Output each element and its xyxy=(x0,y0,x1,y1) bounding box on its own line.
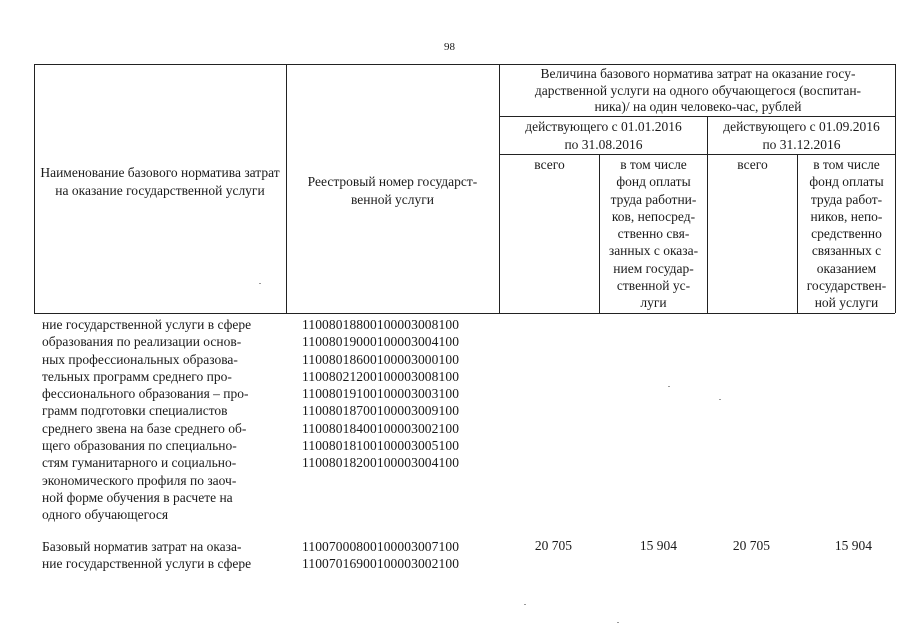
header-total-2: всего xyxy=(737,157,768,172)
row-1-service-name: ние государственной услуги в сфере образования по реализации основ- ных профессиональных образова- тельных программ среднего про- фессионального образования – про- грамм подготовки специалистов среднего звена на базе среднего об- щего образования по специально- стям гуманитарного и социально- экономического профиля по заоч- ной форме обучения в расчете на одного обучающегося xyxy=(42,317,252,523)
group-divider xyxy=(499,116,895,117)
page-number: 98 xyxy=(444,41,455,53)
scan-speck xyxy=(524,604,526,605)
row-2-service-name: Базовый норматив затрат на оказа- ние государственной услуги в сфере xyxy=(42,539,252,572)
header-period-2: действующего с 01.09.2016 по 31.12.2016 xyxy=(723,119,880,152)
col-border-registry xyxy=(499,64,500,313)
header-group-title: Величина базового норматива затрат на оказание госу- дарственной услуги на одного обучающегося (воспитан- ника)/ на один человеко-час, рублей xyxy=(534,66,862,114)
row-2-registry-numbers: 11007000800100003007100 11007016900100003002100 xyxy=(302,539,460,572)
col-border-left xyxy=(34,64,35,313)
row-2-total-period-2: 20 705 xyxy=(732,538,770,553)
header-name-column: Наименование базового норматива затрат на оказание государственной услуги xyxy=(40,165,280,198)
table-top-border xyxy=(34,64,895,65)
scan-speck xyxy=(719,399,721,400)
col-border-right xyxy=(895,64,896,313)
row-2-total-period-1: 20 705 xyxy=(534,538,572,553)
scan-speck xyxy=(617,622,619,623)
header-period-1: действующего с 01.01.2016 по 31.08.2016 xyxy=(525,119,682,152)
scan-speck xyxy=(668,386,670,387)
period-divider xyxy=(499,154,895,155)
col-border-name xyxy=(286,64,287,313)
header-bottom-border xyxy=(34,313,895,314)
row-1-registry-numbers: 11008018800100003008100 11008019000100003004100 11008018600100003000100 11008021200100003008100 11008019100100003003100 11008018700100003009100 11008018400100003002100 11008018100100003005100 11008018200100003004100 xyxy=(302,317,460,471)
header-payroll-2: в том числе фонд оплаты труда работ- ников, непо- средственно связанных с оказанием государствен- ной услуги xyxy=(806,157,887,311)
header-payroll-1: в том числе фонд оплаты труда работни- ков, непосред- ственно свя- занных с оказа- нием государ- ственной ус- луги xyxy=(608,157,699,311)
scan-speck xyxy=(259,283,261,284)
header-registry-column: Реестровый номер государст-венной услуги xyxy=(307,174,478,207)
row-2-payroll-period-1: 15 904 xyxy=(639,538,677,553)
row-2-payroll-period-2: 15 904 xyxy=(834,538,872,553)
header-total-1: всего xyxy=(534,157,565,172)
